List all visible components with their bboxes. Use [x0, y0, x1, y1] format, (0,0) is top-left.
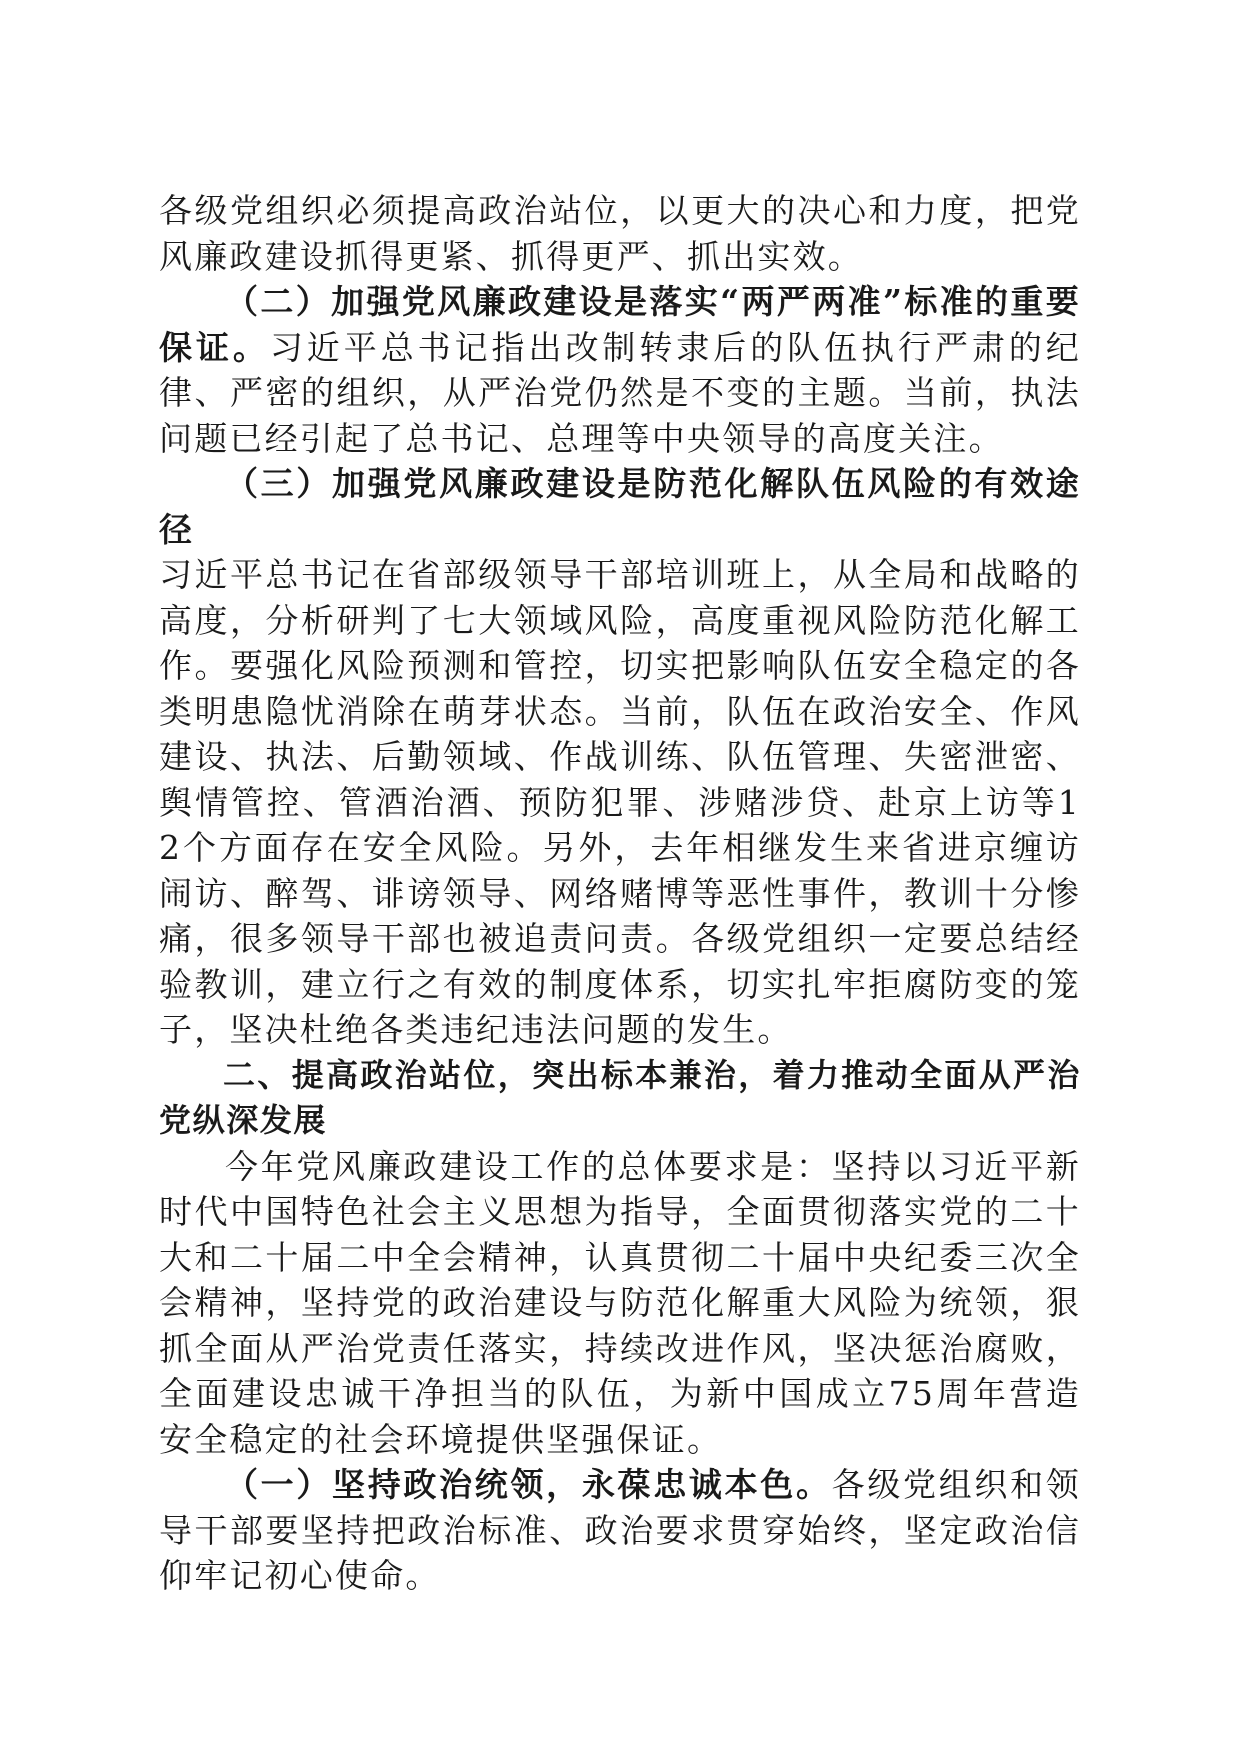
- paragraph-point-3-heading: [159, 461, 1081, 552]
- point-heading: （三）加强党风廉政建设是防范化解队伍风险的有效途径: [159, 464, 1081, 549]
- paragraph-text: 习近平总书记指出改制转隶后的队伍执行严肃的纪律、严密的组织，从严治党仍然是不变的主题。当前，执法问题已经引起了总书记、总理等中央领导的高度关注。: [159, 327, 1081, 458]
- section-heading: 二、提高政治站位，突出标本兼治，着力推动全面从严治党纵深发展: [159, 1055, 1081, 1139]
- point-heading: （一）坚持政治统领，永葆忠诚本色。: [225, 1465, 832, 1504]
- paragraph-text: 各级党组织必须提高政治站位，以更大的决心和力度，把党风廉政建设抓得更紧、抓得更严、抓出实效。: [159, 191, 1081, 276]
- paragraph-point-2: [159, 279, 1081, 461]
- document-page: [159, 188, 1081, 1599]
- paragraph-text: 习近平总书记在省部级领导干部培训班上，从全局和战略的高度，分析研判了七大领域风险，高度重视风险防范化解工作。要强化风险预测和管控，切实把影响队伍安全稳定的各类明患隐忧消除在萌芽状态。当前，队伍在政治安全、作风建设、执法、后勤领域、作战训练、队伍管理、失密泄密、舆情管控、管酒治酒、预防犯罪、涉赌涉贷、赴京上访等12个方面存在安全风险。另外，去年相继发生来省进京缠访闹访、醉驾、诽谤领导、网络赌博等恶性事件，教训十分惨痛，很多领导干部也被追责问责。各级党组织一定要总结经验教训，建立行之有效的制度体系，切实扎牢拒腐防变的笼子，坚决杜绝各类违纪违法问题的发生。: [159, 555, 1081, 1049]
- paragraph-point-3-body: [159, 552, 1081, 1053]
- point-heading: （二）加强党风廉政建设是落实“两严两准”标准的重要保证。: [159, 282, 1081, 367]
- paragraph-continuation: [159, 188, 1081, 279]
- paragraph-text: 各级党组织和领导干部要坚持把政治标准、政治要求贯穿始终，坚定政治信仰牢记初心使命。: [159, 1465, 1081, 1595]
- paragraph-general-requirement: [159, 1144, 1081, 1463]
- paragraph-text: 今年党风廉政建设工作的总体要求是：坚持以习近平新时代中国特色社会主义思想为指导，全面贯彻落实党的二十大和二十届二中全会精神，认真贯彻二十届中央纪委三次全会精神，坚持党的政治建设与防范化解重大风险为统领，狠抓全面从严治党责任落实，持续改进作风，坚决惩治腐败，全面建设忠诚干净担当的队伍，为新中国成立75周年营造安全稳定的社会环境提供坚强保证。: [159, 1146, 1081, 1459]
- paragraph-point-1: [159, 1462, 1081, 1599]
